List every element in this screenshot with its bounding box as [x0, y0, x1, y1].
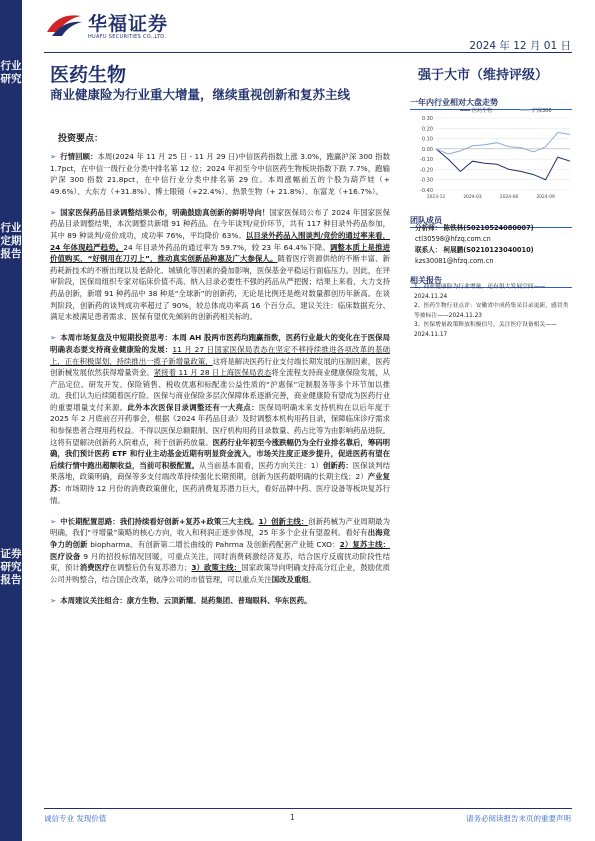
bullet-arrow-icon: ➢ [50, 152, 57, 161]
paragraph-portfolio [50, 595, 390, 607]
para-lead: 国家医保药品目录调整结果公布，明确鼓励真创新的鲜明导向！ [60, 207, 270, 217]
contact-label: 联系人： [415, 246, 442, 254]
para-emphasis: 消费医疗 [79, 563, 110, 573]
para-text: 医保局明确未来支持机构在以后年度于 2025 年 2 月底前召开药事会，根据《2024 年药品目录》及时调整本机构用药目录，保障临床诊疗需求和参保患者合理用药权益。不得以医保总额限制、医疗机构用药目录数量、药占比等为由影响药品进院。这将有望解决创新药入院难点，利于创新药放量。 [50, 402, 390, 447]
bullet-arrow-icon: ➢ [50, 333, 57, 343]
para-text: 本周(2024 年 11 月 25 日 - 11 月 29 日)中信医药指数上涨 3.0%，跑赢沪深 300 指数 1.7pct，在中信一级行业分类中排名第 12 位；2024 年初至今中信医药生物板块指数下跌 7.7%，跑输沪深 300 指数 21.8pct，在中信行业分类中排名第 29 位。本周涨幅前五的个股为葫芦娃（+ 49.6%）、大东方（+31.8%）、博士眼镜（+22.4%）、热景生物（+ 21.8%）、东富龙（+16.7%）。 [50, 152, 390, 196]
para-text: 随着医疗资源供给的不断丰富、新药耗新技术的不断出现以及老龄化、城镇化等因素的叠加影响，医保基金平稳运行面临压力。因此，在评审阶段，医保局组织专家对临床价值不高、纳入目录必要性不强的药品从严把握；结果上来看，大力支持药品创新，新增 91 种药品中 38 种是“全球新”的创新药，无论是比例还是绝对数量都创历年新高。在谈判阶段，创新药的谈判成功率超过了 90%，较总体成功率高 16 个百分点。建议关注：临床数据充分、满足未被满足患者需求、医保有望优先倾斜的创新药相关标的。 [50, 254, 390, 322]
para-text: 从当前基本面看，医药方向关注：1） [199, 460, 323, 470]
chart-x-tick-label: 2024-06 [499, 195, 519, 200]
team-members [415, 223, 575, 267]
report-date: 2024 年 12 月 01 日 [469, 40, 571, 52]
sidebar-label-bottom: 证券研究报告 [0, 548, 22, 586]
para-text: 。 [308, 574, 317, 584]
chart-x-tick-label: 2024-03 [463, 195, 482, 200]
para-underline: 2）复苏主线： [339, 539, 390, 549]
bullet-arrow-icon: ➢ [50, 516, 57, 526]
chart-y-ticks [420, 116, 433, 194]
team-section-title: 团队成员 [410, 216, 442, 225]
relative-performance-chart [410, 104, 574, 200]
para-lead: 本周市场复盘及中短期投资思考：本周 AH 股两市医药均跑赢指数，医药行业最大的变化在于医保局明确表态要支持商业健康险的发展： [50, 333, 390, 354]
header-divider [44, 52, 572, 53]
sidebar-label-mid: 行业定期报告 [0, 222, 22, 260]
industry-title: 医药生物 [50, 64, 127, 86]
contact-name: 柯展鹏(S0210123040010) [443, 246, 534, 254]
chart-y-tick-label: 0.30 [421, 116, 433, 122]
chart-section-title: 一年内行业相对大盘走势 [410, 98, 498, 107]
para-text: 市场期待 12 月份的消费政策催化，医药消费复苏潜力巨大，看好品牌中药、医疗设备等板块复苏行情。 [50, 484, 390, 505]
analyst-email[interactable]: ctl30598@hfzq.com.cn [415, 235, 491, 243]
related-report-item[interactable]: 2、医药生物行业点评：安徽省中成药集采目录更新，感冒类等被标注——2024.11.23 [414, 303, 569, 319]
footer-disclaimer: 请务必阅读报告末页的重要声明 [466, 814, 571, 823]
chart-y-tick-label: -0.10 [420, 157, 433, 164]
company-logo-icon [44, 10, 84, 38]
para-text: 创新药械为产业周期最为明确，我们“寻增量”策略的核心方向，收入和利润正逐步体现，25 年多个企业有望盈利。看好有 [50, 516, 390, 538]
company-name-en: HUAFU SECURITIES CO.,LTD. [88, 34, 167, 40]
chart-legend [460, 107, 552, 114]
footer-divider [44, 808, 572, 809]
company-name: 华福证券 [88, 13, 169, 35]
chart-series-lines [436, 132, 570, 179]
para-underline: 11 月 27 日国家医保局表态在坚定不移持续推进各项改革的基础上，正在积极谋划、持续推出一揽子新增量政策， [50, 344, 390, 366]
paragraph-market-thinking [50, 332, 390, 506]
contact-email[interactable]: kzs30081@hfzq.com.cn [415, 257, 494, 265]
chart-y-tick-label: 0.20 [421, 126, 433, 133]
key-points-heading: 投资要点： [58, 134, 104, 144]
para-text: biopharma、有创新第二增长曲线的 Pahrma 及创新药配套产业链 CXO： [87, 539, 340, 549]
chart-y-tick-label: -0.20 [420, 167, 433, 174]
report-body [50, 151, 390, 616]
para-underline: 1）创新主线： [258, 516, 309, 526]
rating-label: 强于大市（维持评级） [418, 68, 549, 83]
paragraph-market-review [50, 151, 390, 197]
para-underline: 3）政策主线： [191, 563, 242, 573]
chart-y-tick-label: -0.30 [420, 177, 433, 184]
para-emphasis: 国改及重组 [271, 574, 309, 584]
para-text: 将全流程支持商业健康保险发展，从产品定位、研发开发、保险销售、税收优惠和标配准公益性质的“沪惠保”定制服务等多个环节加以推动。我们认为后续随着医疗险、医保与商业保险多层次保障体系逐渐完善，商业健康险有望成为医药行业的重要增量支付来源。 [50, 368, 390, 412]
chart-y-tick-label: -0.40 [420, 188, 433, 194]
para-text: 国家政策导向明确支持高分红企业，鼓励优质公司并购整合，结合国企改革，破净公司的市值管理，可以重点关注 [50, 563, 390, 584]
paragraph-long-term [50, 516, 390, 586]
para-text: 这将是解决医药行业支付端长期发展的压制因素，医药创新械发展依然获得增量资金。 [50, 356, 390, 378]
chart-series-line [436, 149, 570, 180]
related-report-item[interactable]: 1、商业健康险为行业增量，还有很大发展空间——2024.11.24 [414, 284, 546, 300]
related-reports-list [414, 283, 574, 340]
para-emphasis: 创新药： [322, 460, 353, 470]
chart-series-line [436, 132, 570, 154]
para-text: 9 月的招投标情况回暖，可重点关注，同时消费刺激经济复苏，结合医疗反腐扰动阶段性结束，预计 [50, 551, 390, 573]
para-emphasis: 出海竞争力的创新 [50, 528, 390, 549]
para-lead: 行情回顾： [60, 152, 98, 161]
para-lead: 本周建议关注组合：康方生物、云顶新耀、昆药集团、普瑞眼科、华东医药。 [60, 595, 312, 605]
para-text: 24 年目录外药品的通过率为 59.7%，较 23 年 64.4%下降。 [123, 242, 330, 252]
side-banner [0, 0, 22, 841]
para-text: 在调整后仍有复苏潜力； [109, 563, 192, 573]
chart-x-tick-label: 2024-09 [536, 195, 555, 200]
para-emphasis: 调整本质上是推进价值购买，“好钢用在刀刃上”，推动真实创新品种惠及广大参保人。 [50, 242, 391, 264]
para-text: 国家医保局公布了 2024 年国家医保药品目录调整结果，本次调整共新增 91 种药品。在今年谈判/竞价环节，共有 117 种目录外药品参加，其中 89 种谈判/竞价成功，成功率 76%，平均降价 63%。 [50, 207, 390, 241]
chart-legend-label: 医药生物 [472, 108, 493, 114]
para-lead: 中长期配置思路：我们持续看好创新+复苏+政策三大主线。 [60, 516, 259, 526]
chart-y-tick-label: 0.00 [421, 146, 433, 153]
chart-grid [436, 118, 570, 190]
para-emphasis: 医疗设备 [50, 551, 81, 561]
chart-x-tick-label: 2023-12 [426, 195, 446, 200]
para-emphasis: 此外本次医保目录调整还有一大亮点： [127, 402, 259, 412]
page-number: 1 [290, 813, 295, 822]
analyst-label: 分析师： [415, 224, 442, 232]
chart-y-tick-label: 0.10 [421, 136, 433, 143]
footer-slogan: 诚信专业 发现价值 [44, 814, 107, 823]
analyst-line [415, 223, 575, 234]
bullet-arrow-icon: ➢ [50, 595, 57, 605]
analyst-name: 陈铁林(S0210524080007) [443, 224, 534, 232]
para-text: 医保谈判结果落地，政策明确，商保等多支付端改革持续强化长期预期，创新为医药最明确的长期主线；2） [50, 460, 390, 482]
para-underline: 紧接着 11 月 28 日上海医保局表态 [153, 368, 272, 378]
para-emphasis: 医药行业年初至今涨跌幅仍为全行业排名靠后，筹码明确，我们预计医药 ETF 和行业主动基金近期有明显资金流入，市场关注度正逐步提升，促进医药有望在后续行情中跑出超额收益，当前可积极配置。 [50, 437, 390, 470]
para-emphasis: 以目录外药品入围谈判/竞价的通过率来看，24 年体现趋严趋势。 [50, 231, 390, 252]
related-reports-title: 相关报告 [410, 276, 442, 285]
sidebar-label-top: 行业研究 [0, 60, 22, 85]
report-headline: 商业健康险为行业重大增量，继续重视创新和复苏主线 [50, 87, 351, 102]
chart-x-ticks [427, 194, 555, 200]
bullet-arrow-icon: ➢ [50, 207, 57, 217]
chart-legend-label: 沪深300 [532, 108, 552, 114]
related-report-item[interactable]: 3、医保增量政策释放积极信号，关注医疗设备相关——2024.11.17 [414, 322, 557, 338]
para-emphasis: 产业复苏： [50, 472, 390, 494]
contact-line [415, 245, 575, 256]
paragraph-nrdl [50, 207, 390, 323]
